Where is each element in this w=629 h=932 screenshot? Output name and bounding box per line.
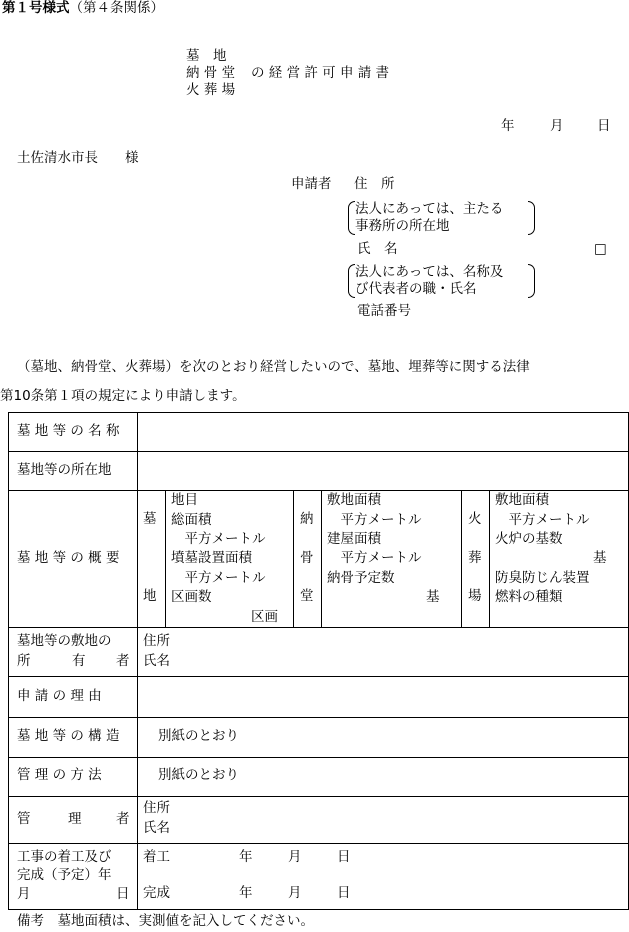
ossuary-vertical-1: 納 bbox=[300, 511, 314, 527]
page-title: の 経 営 許 可 申 請 書 bbox=[251, 65, 390, 81]
name-note-paren-right bbox=[528, 264, 535, 298]
note: 備考 墓地面積は、実測値を記入してください。 bbox=[17, 913, 314, 929]
start-day: 日 bbox=[337, 849, 351, 865]
cemetery-line: 区画 bbox=[251, 609, 278, 625]
name-note-paren-left bbox=[348, 264, 355, 298]
row-label-location: 墓地等の所在地 bbox=[17, 462, 112, 478]
ossuary-line: 平方メートル bbox=[327, 512, 422, 528]
finish-label: 完成 bbox=[143, 885, 170, 901]
ossuary-line: 基 bbox=[426, 589, 440, 605]
row-label-schedule-1: 工事の着工及び bbox=[17, 849, 112, 865]
cemetery-vertical-2: 地 bbox=[143, 588, 157, 604]
crematory-line: 基 bbox=[593, 550, 607, 566]
structure-value: 別紙のとおり bbox=[158, 728, 239, 744]
manager-name-label: 氏名 bbox=[143, 820, 170, 836]
crematory-line: 火炉の基数 bbox=[495, 531, 563, 547]
row-label-method: 管 理 の 方 法 bbox=[17, 767, 102, 783]
form-number: 第１号様式 bbox=[2, 0, 70, 16]
crematory-vertical-2: 葬 bbox=[468, 550, 482, 566]
form-reference: （第４条関係） bbox=[69, 0, 164, 16]
cemetery-line: 平方メートル bbox=[171, 531, 266, 547]
address-note-paren-right bbox=[528, 201, 535, 235]
date-year: 年 bbox=[501, 118, 515, 134]
name-label: 氏 名 bbox=[357, 241, 398, 257]
row-label-schedule-2: 完成（予定）年 bbox=[17, 867, 112, 883]
owner-name-label: 氏名 bbox=[143, 653, 170, 669]
start-year: 年 bbox=[239, 849, 253, 865]
row-label-owner-2a: 所 bbox=[17, 653, 31, 669]
crematory-line: 平方メートル bbox=[495, 512, 590, 528]
title-option-ossuary: 納 骨 堂 bbox=[186, 65, 236, 81]
intro-line-1: （墓地、納骨堂、火葬場）を次のとおり経営したいので、墓地、埋葬等に関する法律 bbox=[17, 359, 530, 375]
crematory-line: 燃料の種類 bbox=[495, 589, 563, 605]
row-label-schedule-3a: 月 bbox=[17, 886, 31, 902]
date-day: 日 bbox=[597, 118, 611, 134]
ossuary-vertical-3: 堂 bbox=[300, 588, 314, 604]
name-note-2: び代表者の職・氏名 bbox=[355, 281, 477, 297]
cemetery-line: 区画数 bbox=[171, 589, 212, 605]
address-label: 住 所 bbox=[354, 176, 395, 192]
title-option-cemetery: 墓 地 bbox=[186, 48, 227, 64]
row-label-structure: 墓 地 等 の 構 造 bbox=[17, 728, 120, 744]
row-label-owner-1: 墓地等の敷地の bbox=[17, 633, 112, 649]
row-label-reason: 申 請 の 理 由 bbox=[17, 688, 102, 704]
ossuary-line: 納骨予定数 bbox=[327, 570, 395, 586]
crematory-vertical-1: 火 bbox=[468, 511, 482, 527]
finish-day: 日 bbox=[337, 885, 351, 901]
ossuary-vertical-2: 骨 bbox=[300, 550, 314, 566]
phone-label: 電話番号 bbox=[357, 303, 411, 319]
cemetery-line: 総面積 bbox=[171, 512, 212, 528]
cemetery-line: 地目 bbox=[171, 492, 198, 508]
seal-box: □ bbox=[594, 241, 607, 257]
intro-line-2: 第10条第１項の規定により申請します。 bbox=[0, 388, 246, 404]
method-value: 別紙のとおり bbox=[158, 767, 239, 783]
applicant-label: 申請者 bbox=[291, 176, 332, 192]
crematory-vertical-3: 場 bbox=[468, 588, 482, 604]
cemetery-line: 墳墓設置面積 bbox=[171, 550, 252, 566]
owner-address-label: 住所 bbox=[143, 633, 170, 649]
row-label-schedule-3b: 日 bbox=[116, 886, 130, 902]
finish-year: 年 bbox=[239, 885, 253, 901]
row-label-owner-2c: 者 bbox=[116, 653, 130, 669]
title-option-crematory: 火 葬 場 bbox=[186, 82, 236, 98]
manager-address-label: 住所 bbox=[143, 800, 170, 816]
row-label-manager-c: 者 bbox=[116, 811, 130, 827]
row-label-manager-b: 理 bbox=[68, 811, 82, 827]
crematory-line: 防臭防じん装置 bbox=[495, 570, 590, 586]
ossuary-line: 平方メートル bbox=[327, 550, 422, 566]
form-header bbox=[2, 2, 164, 16]
finish-month: 月 bbox=[288, 885, 302, 901]
addressee: 土佐清水市長 様 bbox=[17, 150, 139, 166]
cemetery-vertical-1: 墓 bbox=[143, 511, 157, 527]
ossuary-line: 建屋面積 bbox=[327, 531, 381, 547]
start-label: 着工 bbox=[143, 849, 170, 865]
address-note-paren-left bbox=[348, 201, 355, 235]
address-note-1: 法人にあっては、主たる bbox=[355, 201, 504, 217]
address-note-2: 事務所の所在地 bbox=[355, 218, 450, 234]
row-label-manager-a: 管 bbox=[17, 811, 31, 827]
ossuary-line: 敷地面積 bbox=[327, 492, 381, 508]
crematory-line: 敷地面積 bbox=[495, 492, 549, 508]
date-month: 月 bbox=[550, 118, 564, 134]
row-label-owner-2b: 有 bbox=[72, 653, 86, 669]
row-label-overview: 墓 地 等 の 概 要 bbox=[17, 550, 120, 566]
cemetery-line: 平方メートル bbox=[171, 570, 266, 586]
row-label-name: 墓 地 等 の 名 称 bbox=[17, 423, 120, 439]
start-month: 月 bbox=[288, 849, 302, 865]
name-note-1: 法人にあっては、名称及 bbox=[355, 264, 504, 280]
